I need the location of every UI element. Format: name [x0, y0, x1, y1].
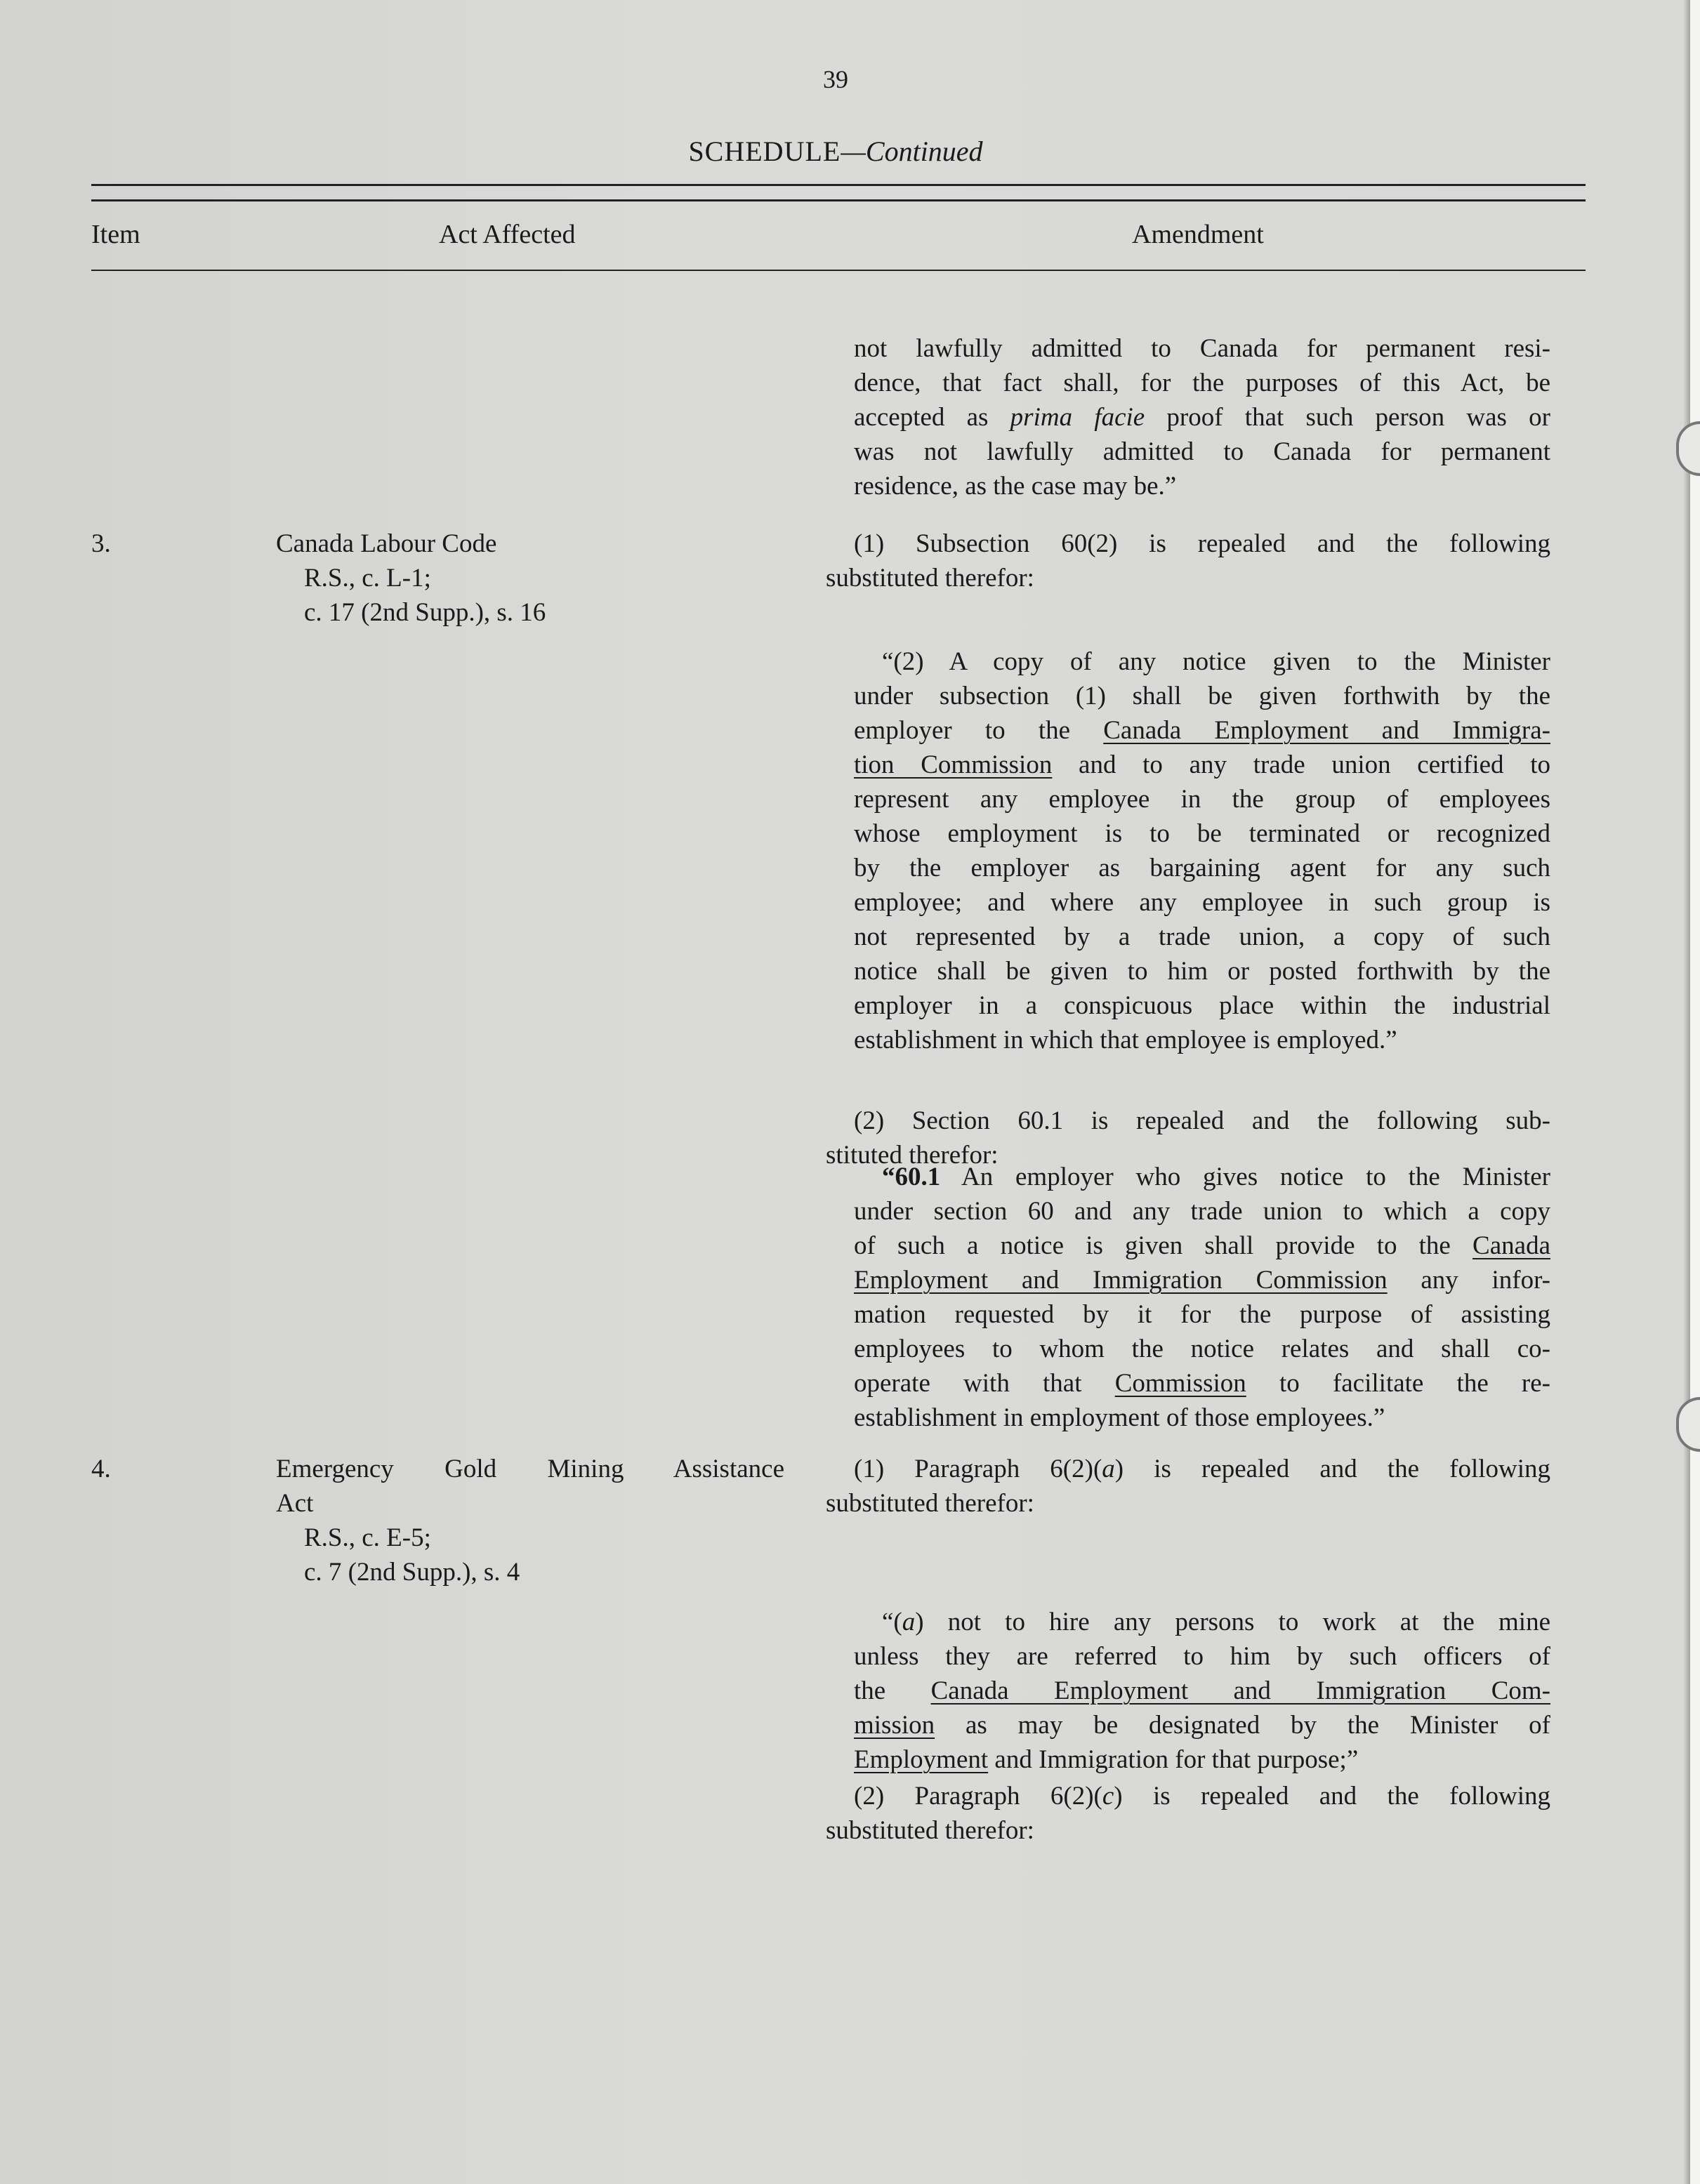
amendment-paragraph: (2) Section 60.1 is repealed and the following sub- stituted therefor:: [826, 1106, 1550, 1170]
amendment-paragraph: (1) Subsection 60(2) is repealed and the following substituted therefor:: [826, 529, 1550, 593]
quoted-provision: “60.1 An employer who gives notice to the Minister under section 60 and any trade union to which a copy of such a notice is given shall provide to the Canada Employment and Immigration Commission any infor- mation requested by it for the purpose of assisting employees to whom the notice relates and shall co- operate with that Commission to facilitate the re- establishment in employment of those employees.”: [854, 1163, 1550, 1432]
amendment-paragraph: (1) Paragraph 6(2)(a) is repealed and the following substituted therefor:: [826, 1455, 1551, 1518]
quoted-provision: “(a) not to hire any persons to work at the mine unless they are referred to him by such officers of the Canada Employment and Immigration Com- mission as may be designated by the Minister of Employment and Immigration for that purpose;”: [854, 1608, 1550, 1774]
item-number: 4.: [91, 1455, 111, 1483]
page-edge: [1690, 0, 1700, 2184]
header-rule: [91, 184, 1586, 186]
binder-ring: [1676, 421, 1700, 476]
continued-paragraph: not lawfully admitted to Canada for permanent resi- dence, that fact shall, for the purposes of this Act, be accepted as prima facie proof that such person was or was not lawfully admitted to Canada for permanent residence, as the case may be.”: [854, 334, 1550, 501]
page-edge-shadow: [1683, 0, 1690, 2184]
column-header-amendment: Amendment: [1132, 220, 1264, 249]
header-rule: [91, 270, 1586, 271]
header-rule: [91, 199, 1586, 201]
page-number: 39: [823, 65, 848, 93]
binder-ring: [1676, 1397, 1700, 1452]
act-affected: Canada Labour Code R.S., c. L-1; c. 17 (2nd Supp.), s. 16: [276, 529, 546, 627]
column-header-item: Item: [91, 220, 140, 249]
amendment-paragraph: (2) Paragraph 6(2)(c) is repealed and the following substituted therefor:: [826, 1782, 1551, 1845]
item-number: 3.: [91, 529, 111, 558]
schedule-heading: SCHEDULE—Continued: [688, 135, 983, 167]
column-header-act: Act Affected: [439, 220, 576, 249]
act-affected: Emergency Gold Mining Assistance Act R.S., c. E-5; c. 7 (2nd Supp.), s. 4: [276, 1455, 784, 1587]
quoted-provision: “(2) A copy of any notice given to the Minister under subsection (1) shall be given forthwith by the employer to the Canada Employment and Immigra- tion Commission and to any trade union certified to represent any employee in the group of employees whose employment is to be terminated or recognized by the employer as bargaining agent for any such employee; and where any employee in such group is not represented by a trade union, a copy of such notice shall be given to him or posted forthwith by the employer in a conspicuous place within the industrial establishment in which that employee is employed.”: [854, 647, 1550, 1054]
